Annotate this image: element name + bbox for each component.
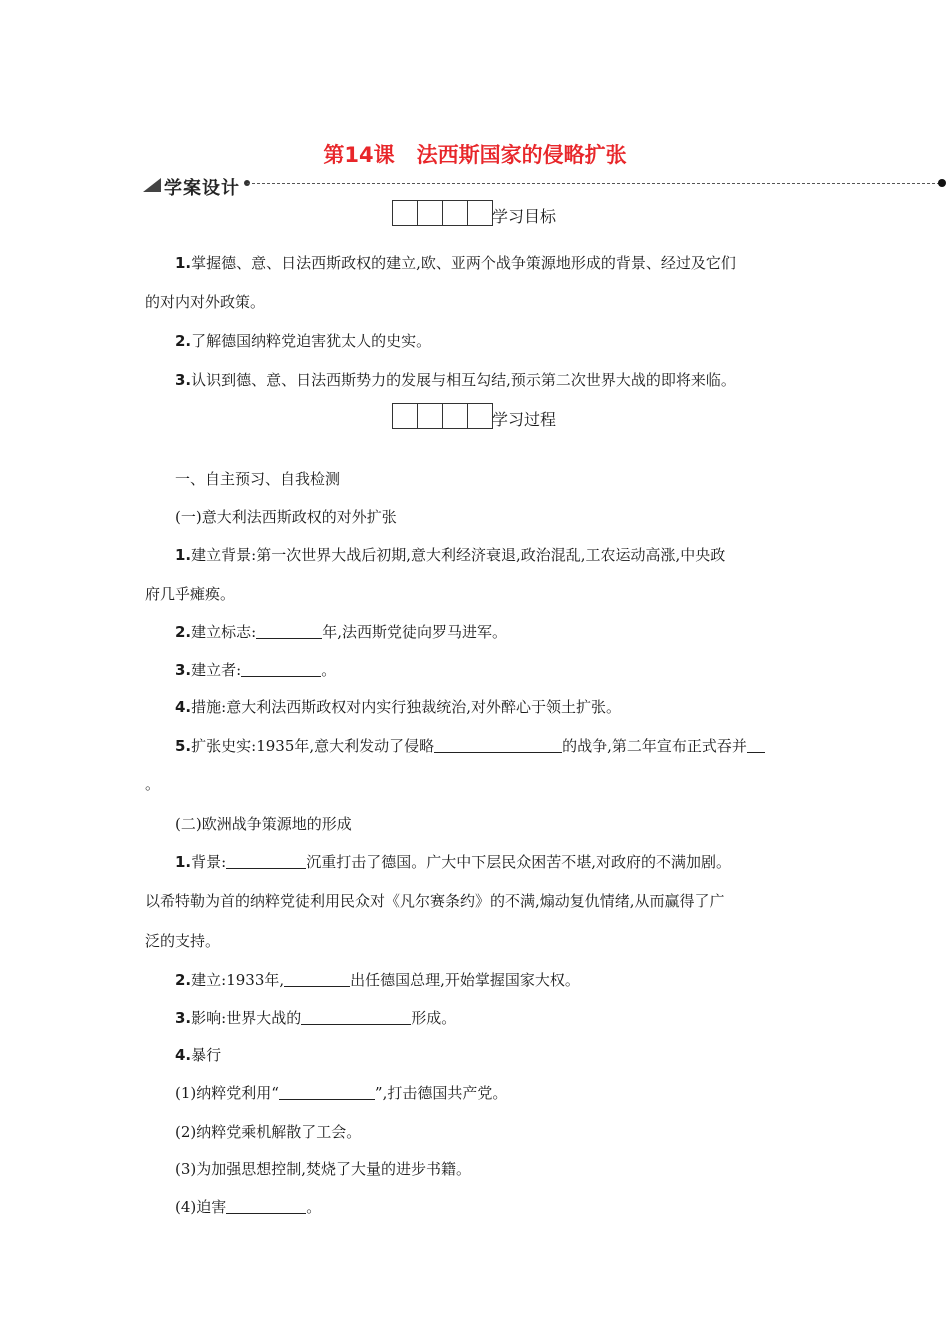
europe-background-cont: 泛的支持。	[145, 932, 221, 950]
goal-item-3: 3.认识到德、意、日法西斯势力的发展与相互勾结,预示第二次世界大战的即将来临。	[175, 371, 736, 389]
banner-label: 学案设计	[164, 178, 240, 199]
study-design-banner	[143, 174, 948, 199]
italy-mark: 2.建立标志: 年,法西斯党徒向罗马进军。	[175, 623, 507, 641]
italy-background-cont: 府几乎瘫痪。	[145, 585, 236, 603]
fill-blank[interactable]	[434, 737, 562, 753]
italy-background: 1.建立背景:第一次世界大战后初期,意大利经济衰退,政治混乱,工农运动高涨,中央政	[175, 546, 726, 564]
europe-effect: 3.影响:世界大战的 形成。	[175, 1009, 457, 1027]
goal-item-1-cont: 的对内对外政策。	[145, 293, 266, 311]
lesson-title	[0, 139, 950, 169]
europe-atrocities: 4.暴行	[175, 1046, 222, 1064]
fill-blank[interactable]	[747, 737, 765, 753]
atrocity-item-4: (4)迫害 。	[175, 1198, 322, 1216]
part-title: 一、自主预习、自我检测	[175, 470, 341, 488]
section-heading-text: 学习目标	[492, 207, 557, 226]
section-heading-text: 学习过程	[492, 410, 557, 429]
box-row	[392, 403, 492, 429]
atrocity-item-1: (1)纳粹党利用“ ”,打击德国共产党。	[175, 1084, 508, 1102]
atrocity-item-3: (3)为加强思想控制,焚烧了大量的进步书籍。	[175, 1160, 472, 1178]
triangle-icon	[143, 178, 161, 192]
fill-blank[interactable]	[226, 1198, 306, 1214]
italy-founder: 3.建立者: 。	[175, 661, 337, 679]
subsection-title: (二)欧洲战争策源地的形成	[175, 815, 352, 833]
fill-blank[interactable]	[241, 661, 321, 677]
europe-establish: 2.建立:1933年, 出任德国总理,开始掌握国家大权。	[175, 971, 580, 989]
goal-item-1: 1.掌握德、意、日法西斯政权的建立,欧、亚两个战争策源地形成的背景、经过及它们	[175, 254, 736, 272]
fill-blank[interactable]	[226, 853, 306, 869]
goal-item-2: 2.了解德国纳粹党迫害犹太人的史实。	[175, 332, 432, 350]
europe-background: 1.背景: 沉重打击了德国。广大中下层民众困苦不堪,对政府的不满加剧。	[175, 853, 731, 871]
lesson-name: 法西斯国家的侵略扩张	[416, 143, 627, 167]
fill-blank[interactable]	[279, 1084, 375, 1100]
fill-blank[interactable]	[284, 971, 350, 987]
dot-icon	[938, 179, 946, 187]
lesson-number: 第14课	[323, 143, 395, 167]
italy-expansion: 5.扩张史实:1935年,意大利发动了侵略 的战争,第二年宣布正式吞并	[175, 736, 765, 756]
italy-expansion-end: 。	[145, 775, 161, 793]
europe-background-cont: 以希特勒为首的纳粹党徒利用民众对《凡尔赛条约》的不满,煽动复仇情绪,从而赢得了广	[145, 892, 725, 910]
dotted-rule	[247, 183, 940, 184]
italy-measures: 4.措施:意大利法西斯政权对内实行独裁统治,对外醉心于领土扩张。	[175, 698, 621, 716]
box-row	[392, 200, 492, 226]
subsection-title: (一)意大利法西斯政权的对外扩张	[175, 508, 397, 526]
fill-blank[interactable]	[256, 623, 322, 639]
fill-blank[interactable]	[301, 1009, 411, 1025]
atrocity-item-2: (2)纳粹党乘机解散了工会。	[175, 1123, 362, 1141]
